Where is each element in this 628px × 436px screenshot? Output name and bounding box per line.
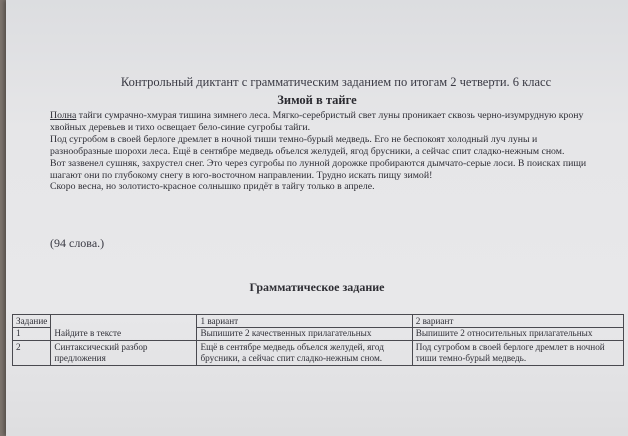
underlined-word: Полна [50,110,77,121]
row-1-variant-2: 2 вариант Выпишите 2 относительных прилагательных [412,315,623,341]
document-header: Контрольный диктант с грамматическим заданием по итогам 2 четверти. 6 класс [120,75,552,89]
row-1-variant-1: 1 вариант Выпишите 2 качественных прилагательных [197,315,412,341]
paragraph-1-rest: тайги сумрачно-хмурая тишина зимнего леса. Мягко-серебристый свет луны проникает сквозь черно-изумрудную крону хвойных деревьев и тихо освещает бело-синие сугробы тайги. [50,110,584,133]
grammar-task-table [12,314,624,366]
document-page [6,0,628,436]
row-1-task: Найдите в тексте [51,315,197,341]
paragraph-2: Под сугробом в своей берлоге дремлет в ночной тиши темно-бурый медведь. Его не беспокоят холодный луч луны и разнообразные шорохи леса. Ещё в сентябре медведь объелся желудей, ягод брусники, а сейчас спит сладко-нежным сном. [50,133,565,157]
table-row [13,315,624,341]
dictation-text [50,110,595,193]
table-row [13,341,624,366]
header-task: Задание 1 [13,315,51,341]
row-1-number: 1 [16,328,21,338]
row-2-variant-2: Под сугробом в своей берлоге дремлет в ночной тиши темно-бурый медведь. [412,341,623,366]
word-count: (94 слова.) [50,236,105,250]
row-2-variant-1: Ещё в сентябре медведь объелся желудей, ягод брусники, а сейчас спит сладко-нежным сном. [197,341,412,366]
paragraph-3: Вот зазвенел сушняк, захрустел снег. Это через сугробы по лунной дорожке пробираются дымчато-серые лоси. В поисках пищи шагают они по глубокому снегу в юго-восточном направлении. Трудно искать пищу зимой! [50,157,587,181]
paragraph-1 [50,110,595,134]
row-2-task: Синтаксический разбор предложения [51,341,197,366]
grammar-task-title: Грамматическое задание [249,280,385,294]
dictation-title: Зимой в тайге [277,93,357,107]
row-2-number: 2 [13,341,51,366]
paragraph-4: Скоро весна, но золотисто-красное солнышко придёт в тайгу только в апреле. [50,181,375,193]
